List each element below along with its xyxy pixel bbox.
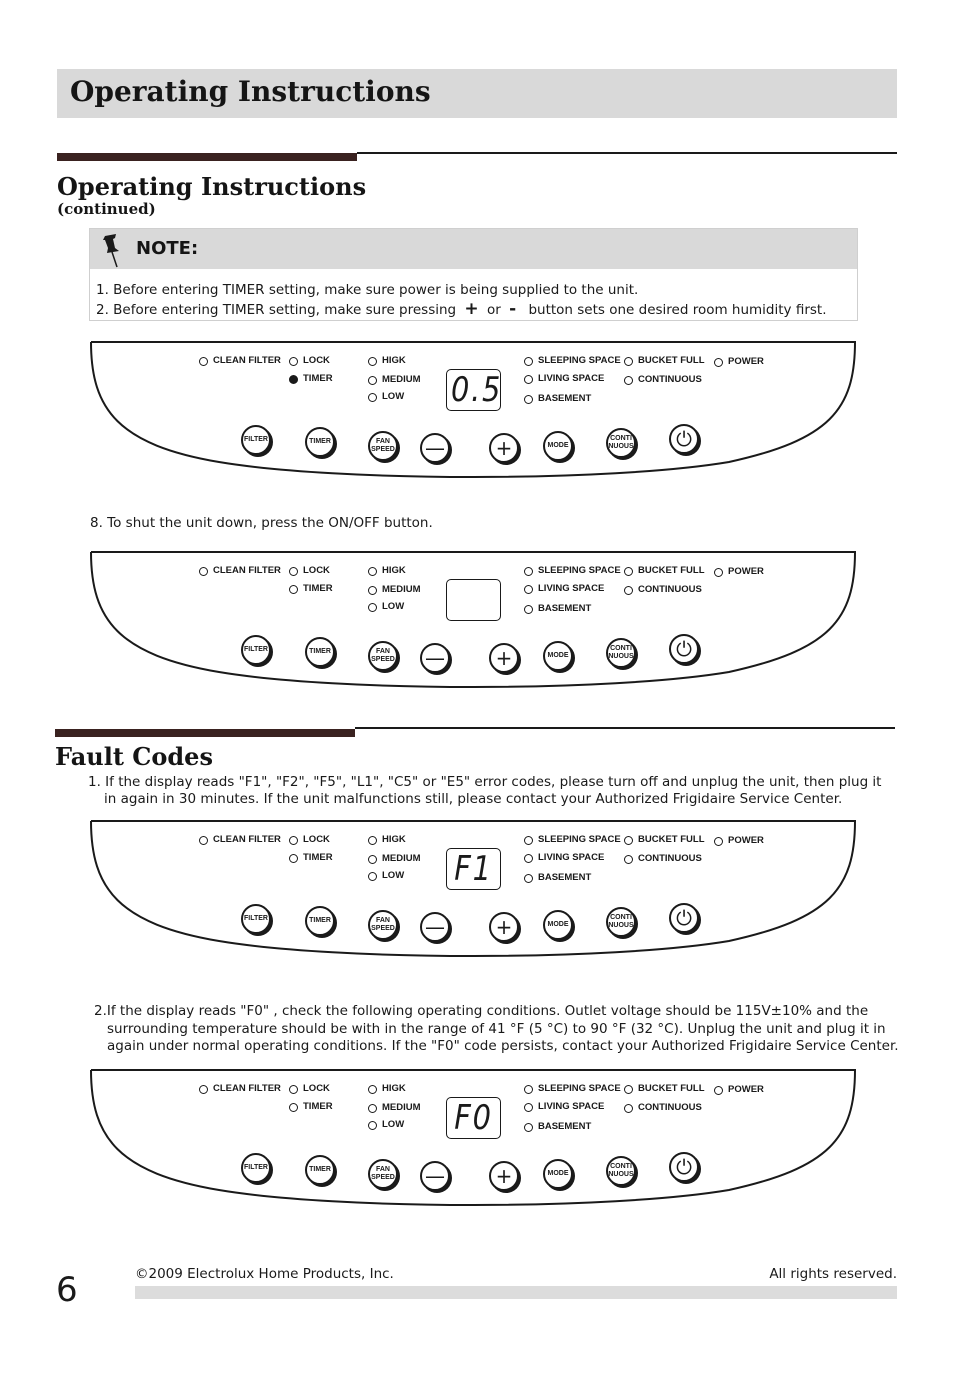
indicator-label: CLEAN FILTER xyxy=(213,355,281,366)
plus-icon: + xyxy=(495,915,513,939)
fault-para-2-line-2: surrounding temperature should be with in the range of 41 °F (5 °C) to 90 °F (32 °C). Unplug the unit and plug it in xyxy=(107,1021,886,1037)
indicator-label: TIMER xyxy=(303,852,333,863)
lcd-display-value xyxy=(451,580,496,620)
minus-button[interactable] xyxy=(420,643,450,673)
lcd-display xyxy=(446,369,501,411)
plus-button[interactable] xyxy=(489,1161,519,1191)
step-8-text: 8. To shut the unit down, press the ON/OFF button. xyxy=(90,515,433,531)
control-panel-3 xyxy=(89,819,857,964)
indicator-led-icon xyxy=(524,357,533,366)
timer-button-label: TIMER xyxy=(309,1166,331,1173)
fault-para-1-line-1: 1. If the display reads "F1", "F2", "F5", "L1", "C5" or "E5" error codes, please turn off and unplug the unit, then plug it xyxy=(88,774,882,790)
note-line-2-end: button sets one desired room humidity first. xyxy=(528,302,827,318)
indicator-led-icon xyxy=(524,1085,533,1094)
indicator-label: TIMER xyxy=(303,1101,333,1112)
indicator-led-icon xyxy=(624,1104,633,1113)
minus-glyph: - xyxy=(509,299,517,319)
continuous-button[interactable] xyxy=(606,1156,636,1186)
timer-button[interactable] xyxy=(305,906,335,936)
indicator-label: HIGK xyxy=(382,565,406,576)
continuous-button-label: CONTI NUOUS xyxy=(608,645,634,660)
indicator-label: MEDIUM xyxy=(382,374,421,385)
indicator-led-icon xyxy=(714,1086,723,1095)
control-panel-1 xyxy=(89,340,857,485)
fault-rule xyxy=(355,727,895,729)
fan-speed-button-label: FAN SPEED xyxy=(371,648,395,663)
indicator-label: LOCK xyxy=(303,834,330,845)
minus-icon: — xyxy=(425,646,445,670)
footer-bar xyxy=(135,1286,897,1299)
note-box xyxy=(89,228,858,321)
fault-rule-thick xyxy=(55,729,355,737)
lcd-display-value: F1 xyxy=(454,849,493,889)
indicator-label: MEDIUM xyxy=(382,853,421,864)
pushpin-icon xyxy=(100,233,126,269)
lcd-display xyxy=(446,1097,501,1139)
indicator-led-icon xyxy=(714,837,723,846)
mode-button-label: MODE xyxy=(547,921,569,928)
indicator-label: LOCK xyxy=(303,565,330,576)
indicator-led-icon xyxy=(368,393,377,402)
indicator-led-icon xyxy=(368,567,377,576)
fan-speed-button[interactable] xyxy=(368,641,398,671)
footer-rights: All rights reserved. xyxy=(769,1266,897,1282)
section-title: Operating Instructions xyxy=(57,172,367,201)
note-line-2 xyxy=(96,299,827,319)
indicator-led-icon xyxy=(368,836,377,845)
indicator-led-icon xyxy=(524,854,533,863)
indicator-led-icon xyxy=(524,836,533,845)
mode-button[interactable] xyxy=(543,910,573,940)
indicator-led-icon xyxy=(199,1085,208,1094)
filter-button[interactable] xyxy=(241,425,271,455)
page-number: 6 xyxy=(56,1270,78,1310)
indicator-label: MEDIUM xyxy=(382,1102,421,1113)
lcd-display-value: 0.5 xyxy=(450,370,503,410)
indicator-led-icon xyxy=(524,395,533,404)
control-panel-4 xyxy=(89,1068,857,1213)
control-panel-2 xyxy=(89,550,857,695)
timer-button[interactable] xyxy=(305,637,335,667)
indicator-label: BUCKET FULL xyxy=(638,834,705,845)
header-band xyxy=(57,69,897,118)
filter-button-label: FILTER xyxy=(244,646,268,653)
mode-button-label: MODE xyxy=(547,1170,569,1177)
indicator-led-icon xyxy=(199,567,208,576)
indicator-led-icon xyxy=(368,1104,377,1113)
indicator-led-icon xyxy=(368,1085,377,1094)
lcd-display xyxy=(446,579,501,621)
continuous-button-label: CONTI NUOUS xyxy=(608,914,634,929)
indicator-label: SLEEPING SPACE xyxy=(538,1083,621,1094)
indicator-led-icon xyxy=(368,586,377,595)
indicator-label: LOCK xyxy=(303,1083,330,1094)
note-line-2-start: 2. Before entering TIMER setting, make sure pressing xyxy=(96,302,457,318)
indicator-led-icon xyxy=(624,357,633,366)
indicator-label: LOW xyxy=(382,1119,405,1130)
mode-button[interactable] xyxy=(543,1159,573,1189)
indicator-led-icon xyxy=(624,855,633,864)
filter-button[interactable] xyxy=(241,904,271,934)
indicator-led-icon xyxy=(289,375,298,384)
indicator-led-icon xyxy=(289,854,298,863)
mode-button[interactable] xyxy=(543,431,573,461)
timer-button-label: TIMER xyxy=(309,648,331,655)
indicator-label: LIVING SPACE xyxy=(538,373,605,384)
indicator-label: CONTINUOUS xyxy=(638,584,702,595)
indicator-label: LIVING SPACE xyxy=(538,852,605,863)
indicator-label: CLEAN FILTER xyxy=(213,834,281,845)
indicator-label: BASEMENT xyxy=(538,393,592,404)
plus-icon: + xyxy=(495,436,513,460)
indicator-label: POWER xyxy=(728,1084,764,1095)
filter-button[interactable] xyxy=(241,1153,271,1183)
continuous-button[interactable] xyxy=(606,907,636,937)
power-button[interactable] xyxy=(669,634,699,664)
footer-copyright: ©2009 Electrolux Home Products, Inc. xyxy=(135,1266,394,1282)
power-icon: ⏻ xyxy=(676,427,692,451)
plus-button[interactable] xyxy=(489,433,519,463)
fan-speed-button[interactable] xyxy=(368,910,398,940)
indicator-label: TIMER xyxy=(303,373,333,384)
indicator-led-icon xyxy=(524,605,533,614)
indicator-led-icon xyxy=(524,567,533,576)
indicator-label: SLEEPING SPACE xyxy=(538,565,621,576)
indicator-led-icon xyxy=(624,1085,633,1094)
indicator-label: CONTINUOUS xyxy=(638,853,702,864)
timer-button[interactable] xyxy=(305,1155,335,1185)
indicator-label: TIMER xyxy=(303,583,333,594)
indicator-label: CLEAN FILTER xyxy=(213,1083,281,1094)
fault-para-1-line-2: in again in 30 minutes. If the unit malfunctions still, please contact your Authorized Frigidaire Service Center. xyxy=(104,791,843,807)
plus-icon: + xyxy=(495,646,513,670)
indicator-label: BUCKET FULL xyxy=(638,565,705,576)
indicator-led-icon xyxy=(714,568,723,577)
minus-icon: — xyxy=(425,915,445,939)
fan-speed-button-label: FAN SPEED xyxy=(371,917,395,932)
indicator-led-icon xyxy=(289,836,298,845)
continuous-button[interactable] xyxy=(606,428,636,458)
indicator-led-icon xyxy=(289,357,298,366)
section-rule xyxy=(357,152,897,154)
indicator-label: BUCKET FULL xyxy=(638,1083,705,1094)
minus-button[interactable] xyxy=(420,1161,450,1191)
minus-icon: — xyxy=(425,436,445,460)
indicator-led-icon xyxy=(289,567,298,576)
indicator-led-icon xyxy=(524,1123,533,1132)
indicator-led-icon xyxy=(368,872,377,881)
plus-button[interactable] xyxy=(489,643,519,673)
plus-button[interactable] xyxy=(489,912,519,942)
continuous-button-label: CONTI NUOUS xyxy=(608,435,634,450)
fault-para-2-line-3: again under normal operating conditions. If the "F0" code persists, contact your Authorized Frigidaire Service Center. xyxy=(107,1038,899,1054)
indicator-label: MEDIUM xyxy=(382,584,421,595)
indicator-label: LOCK xyxy=(303,355,330,366)
fan-speed-button-label: FAN SPEED xyxy=(371,1166,395,1181)
fan-speed-button[interactable] xyxy=(368,1159,398,1189)
indicator-label: SLEEPING SPACE xyxy=(538,834,621,845)
indicator-label: LOW xyxy=(382,391,405,402)
note-line-1: 1. Before entering TIMER setting, make sure power is being supplied to the unit. xyxy=(96,282,639,298)
continuous-button-label: CONTI NUOUS xyxy=(608,1163,634,1178)
indicator-label: HIGK xyxy=(382,834,406,845)
indicator-label: BASEMENT xyxy=(538,872,592,883)
plus-icon: + xyxy=(495,1164,513,1188)
indicator-led-icon xyxy=(289,585,298,594)
power-icon: ⏻ xyxy=(676,1155,692,1179)
indicator-led-icon xyxy=(368,357,377,366)
indicator-label: POWER xyxy=(728,356,764,367)
indicator-led-icon xyxy=(524,1103,533,1112)
indicator-led-icon xyxy=(524,874,533,883)
indicator-label: CLEAN FILTER xyxy=(213,565,281,576)
indicator-label: BUCKET FULL xyxy=(638,355,705,366)
power-icon: ⏻ xyxy=(676,637,692,661)
fault-codes-title: Fault Codes xyxy=(55,742,213,771)
indicator-led-icon xyxy=(199,357,208,366)
indicator-label: HIGK xyxy=(382,1083,406,1094)
timer-button[interactable] xyxy=(305,427,335,457)
timer-button-label: TIMER xyxy=(309,917,331,924)
filter-button-label: FILTER xyxy=(244,915,268,922)
fan-speed-button[interactable] xyxy=(368,431,398,461)
filter-button[interactable] xyxy=(241,635,271,665)
indicator-label: LIVING SPACE xyxy=(538,1101,605,1112)
filter-button-label: FILTER xyxy=(244,1164,268,1171)
indicator-label: LIVING SPACE xyxy=(538,583,605,594)
indicator-led-icon xyxy=(368,603,377,612)
power-button[interactable] xyxy=(669,424,699,454)
fault-para-2-line-1: 2.If the display reads "F0" , check the following operating conditions. Outlet voltage should be 115V±10% and the xyxy=(94,1003,869,1019)
note-line-2-or: or xyxy=(486,302,501,318)
indicator-label: BASEMENT xyxy=(538,603,592,614)
indicator-led-icon xyxy=(624,586,633,595)
indicator-label: LOW xyxy=(382,870,405,881)
power-button[interactable] xyxy=(669,903,699,933)
filter-button-label: FILTER xyxy=(244,436,268,443)
minus-button[interactable] xyxy=(420,912,450,942)
minus-icon: — xyxy=(425,1164,445,1188)
mode-button-label: MODE xyxy=(547,442,569,449)
indicator-led-icon xyxy=(368,376,377,385)
indicator-label: SLEEPING SPACE xyxy=(538,355,621,366)
indicator-led-icon xyxy=(289,1103,298,1112)
plus-glyph: + xyxy=(464,299,479,319)
section-rule-thick xyxy=(57,153,357,161)
minus-button[interactable] xyxy=(420,433,450,463)
indicator-label: LOW xyxy=(382,601,405,612)
indicator-led-icon xyxy=(524,375,533,384)
indicator-led-icon xyxy=(524,585,533,594)
indicator-led-icon xyxy=(624,836,633,845)
mode-button-label: MODE xyxy=(547,652,569,659)
lcd-display-value: F0 xyxy=(454,1098,493,1138)
indicator-label: CONTINUOUS xyxy=(638,1102,702,1113)
indicator-label: CONTINUOUS xyxy=(638,374,702,385)
indicator-led-icon xyxy=(624,376,633,385)
fan-speed-button-label: FAN SPEED xyxy=(371,438,395,453)
page-title: Operating Instructions xyxy=(70,75,431,108)
power-button[interactable] xyxy=(669,1152,699,1182)
indicator-led-icon xyxy=(624,567,633,576)
lcd-display xyxy=(446,848,501,890)
indicator-led-icon xyxy=(368,855,377,864)
indicator-label: POWER xyxy=(728,566,764,577)
indicator-label: BASEMENT xyxy=(538,1121,592,1132)
indicator-led-icon xyxy=(199,836,208,845)
indicator-led-icon xyxy=(714,358,723,367)
note-header xyxy=(90,229,857,269)
continuous-button[interactable] xyxy=(606,638,636,668)
timer-button-label: TIMER xyxy=(309,438,331,445)
indicator-led-icon xyxy=(368,1121,377,1130)
indicator-led-icon xyxy=(289,1085,298,1094)
indicator-label: HIGK xyxy=(382,355,406,366)
power-icon: ⏻ xyxy=(676,906,692,930)
indicator-label: POWER xyxy=(728,835,764,846)
section-subtitle: (continued) xyxy=(57,200,156,218)
mode-button[interactable] xyxy=(543,641,573,671)
note-title: NOTE: xyxy=(136,238,199,259)
